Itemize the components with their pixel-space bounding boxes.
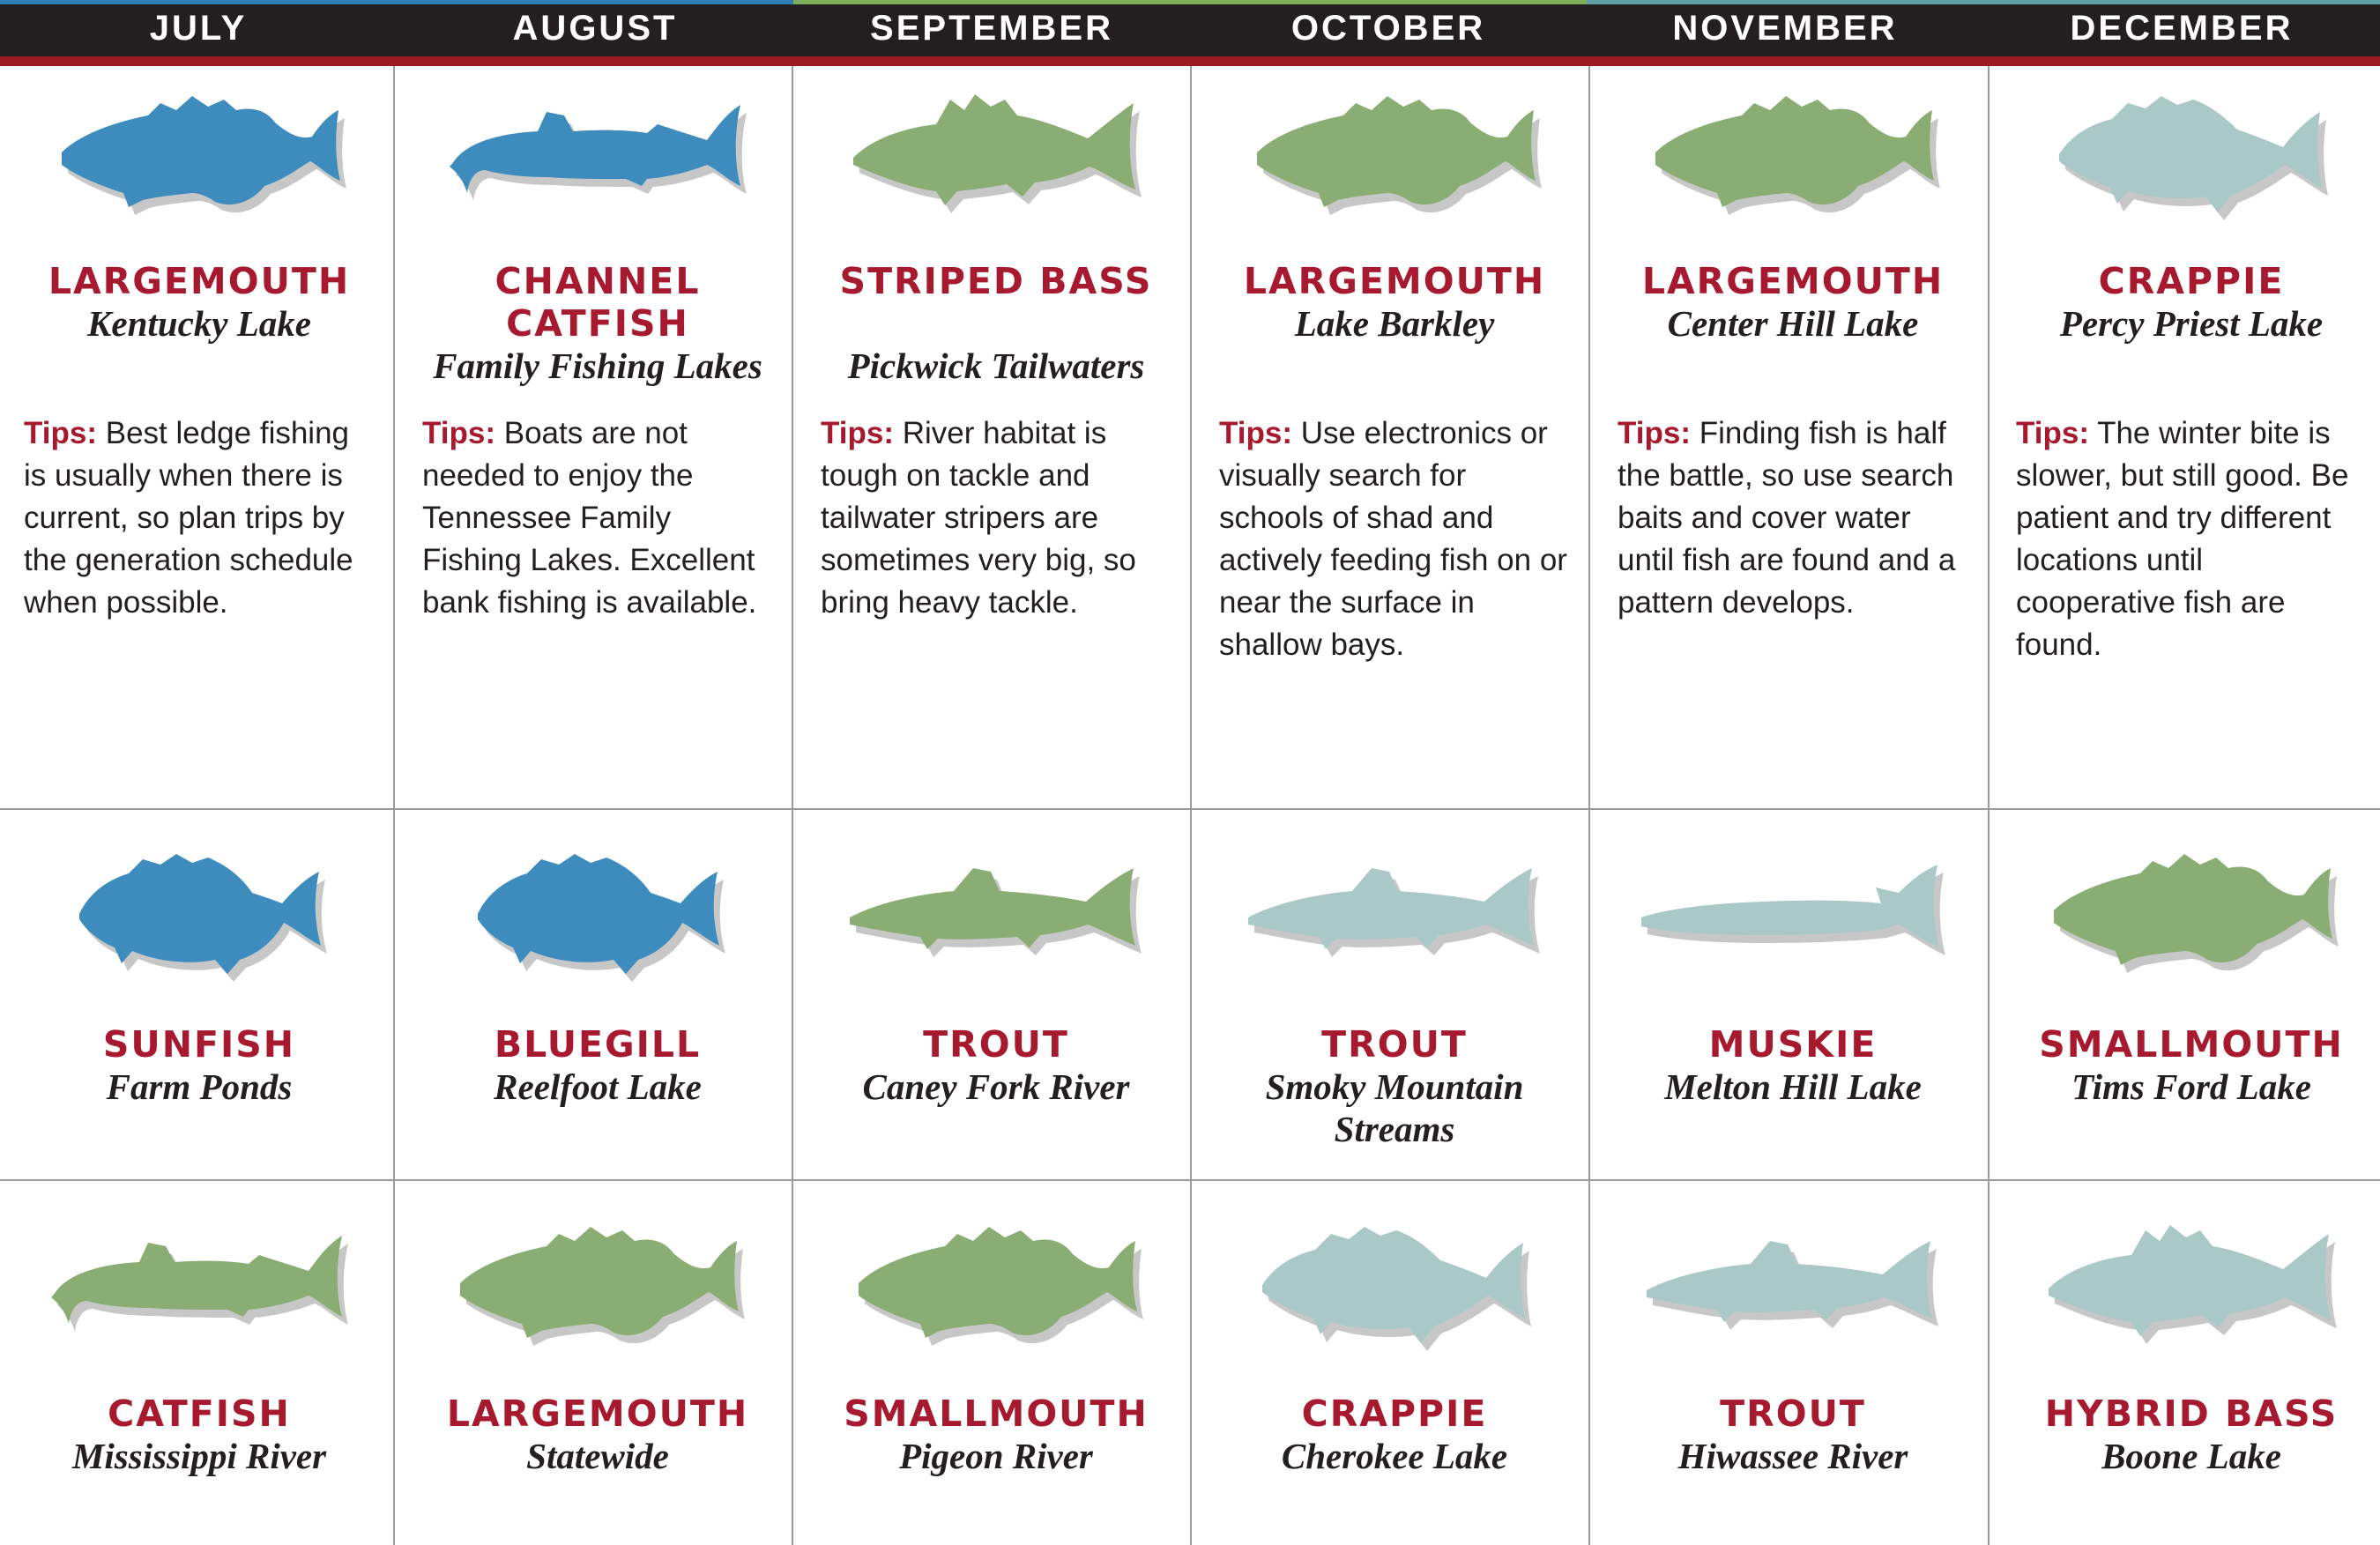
species-name: MUSKIE <box>1708 1023 1878 1066</box>
tips-text <box>1219 412 1572 666</box>
calendar-cell <box>797 1181 1195 1545</box>
species-name: SUNFISH <box>102 1023 296 1066</box>
tips-body: Boats are not needed to enjoy the Tennessee Family Fishing Lakes. Excellent bank fishing is available. <box>422 416 757 620</box>
species-name: STRIPED BASS <box>839 260 1153 302</box>
bass-icon <box>1239 84 1550 225</box>
location-name: Hiwassee River <box>1677 1436 1908 1476</box>
month-september: SEPTEMBER <box>870 8 1113 48</box>
calendar-cell <box>1195 1181 1594 1545</box>
tips-body: River habitat is tough on tackle and tailwater stripers are sometimes very big, so bring heavy tackle. <box>821 416 1136 620</box>
catfish-icon <box>44 1214 354 1356</box>
species-name: BLUEGILL <box>494 1023 702 1066</box>
crappie-icon <box>1239 1214 1550 1356</box>
trout-icon <box>841 842 1151 983</box>
tips-text <box>2016 412 2369 666</box>
calendar-cell <box>797 810 1195 1179</box>
calendar-cell <box>1594 810 1992 1179</box>
species-name: TROUT <box>1720 1393 1866 1435</box>
bass-icon <box>2036 842 2347 983</box>
header-rule <box>0 56 2380 66</box>
calendar-cell <box>398 810 797 1179</box>
tips-label: Tips: <box>2016 416 2089 450</box>
tips-text <box>821 412 1173 624</box>
calendar-cell <box>1195 810 1594 1179</box>
species-name: CATFISH <box>108 1393 291 1435</box>
tips-text <box>24 412 376 624</box>
month-december: DECEMBER <box>2070 8 2294 48</box>
tips-label: Tips: <box>1219 416 1292 450</box>
species-name: SMALLMOUTH <box>844 1393 1149 1435</box>
tips-label: Tips: <box>422 416 495 450</box>
calendar-cell <box>797 66 1195 808</box>
tips-text <box>1618 412 1970 624</box>
month-header <box>0 0 2380 56</box>
species-name: LARGEMOUTH <box>1243 260 1546 302</box>
location-name: Boone Lake <box>2101 1436 2281 1476</box>
species-name: TROUT <box>923 1023 1069 1066</box>
location-name: Caney Fork River <box>862 1066 1130 1107</box>
tips-text <box>422 412 775 624</box>
location-name: Center Hill Lake <box>1667 303 1919 344</box>
tips-body: The winter bite is slower, but still good. Be patient and try different locations until cooperative fish are found. <box>2016 416 2349 662</box>
muskie-icon <box>1638 842 1948 983</box>
bass-icon <box>1638 84 1948 225</box>
bass-icon <box>841 1214 1151 1356</box>
header-accent-green <box>793 0 1587 4</box>
tips-body: Finding fish is half the battle, so use search baits and cover water until fish are found and a pattern develops. <box>1618 416 1956 620</box>
location-name: Cherokee Lake <box>1281 1436 1508 1476</box>
tips-body: Use electronics or visually search for schools of shad and actively feeding fish on or near the surface in shallow bays. <box>1219 416 1567 662</box>
location-name: Melton Hill Lake <box>1664 1066 1922 1107</box>
calendar-cell <box>1992 810 2380 1179</box>
calendar-cell <box>0 810 398 1179</box>
calendar-cell <box>398 1181 797 1545</box>
tips-label: Tips: <box>821 416 894 450</box>
species-name: CHANNEL CATFISH <box>495 260 701 345</box>
header-accent-teal <box>1587 0 2380 4</box>
location-name: Pickwick Tailwaters <box>847 345 1145 386</box>
calendar-cell <box>1992 1181 2380 1545</box>
trout-icon <box>1638 1214 1948 1356</box>
striped-bass-icon <box>2036 1214 2347 1356</box>
trout-icon <box>1239 842 1550 983</box>
fishing-calendar-grid <box>0 66 2380 1545</box>
location-name: Statewide <box>526 1436 669 1476</box>
crappie-icon <box>2036 84 2347 225</box>
tips-body: Best ledge fishing is usually when there is current, so plan trips by the generation schedule when possible. <box>24 416 353 620</box>
sunfish-icon <box>443 842 753 983</box>
species-name: CRAPPIE <box>1301 1393 1488 1435</box>
bass-icon <box>443 1214 753 1356</box>
month-august: AUGUST <box>512 8 678 48</box>
calendar-cell <box>1594 66 1992 808</box>
location-name: Reelfoot Lake <box>494 1066 702 1107</box>
header-accent-blue <box>0 0 793 4</box>
location-name: Smoky Mountain Streams <box>1265 1066 1524 1149</box>
location-name: Family Fishing Lakes <box>433 345 762 386</box>
calendar-cell <box>398 66 797 808</box>
species-name: SMALLMOUTH <box>2039 1023 2344 1066</box>
location-name: Farm Ponds <box>106 1066 293 1107</box>
calendar-cell <box>1594 1181 1992 1545</box>
tips-label: Tips: <box>24 416 97 450</box>
species-name: HYBRID BASS <box>2044 1393 2339 1435</box>
location-name: Lake Barkley <box>1294 303 1495 344</box>
month-october: OCTOBER <box>1290 8 1486 48</box>
striped-bass-icon <box>841 84 1151 225</box>
location-name: Pigeon River <box>899 1436 1093 1476</box>
tips-label: Tips: <box>1618 416 1691 450</box>
species-name: TROUT <box>1321 1023 1468 1066</box>
sunfish-icon <box>44 842 354 983</box>
species-name: LARGEMOUTH <box>48 260 351 302</box>
location-name: Kentucky Lake <box>87 303 311 344</box>
location-name: Mississippi River <box>71 1436 327 1476</box>
month-november: NOVEMBER <box>1672 8 1898 48</box>
calendar-cell <box>1195 66 1594 808</box>
month-july: JULY <box>149 8 248 48</box>
species-name: LARGEMOUTH <box>446 1393 749 1435</box>
bass-icon <box>44 84 354 225</box>
calendar-cell <box>0 1181 398 1545</box>
calendar-cell <box>1992 66 2380 808</box>
location-name: Percy Priest Lake <box>2059 303 2324 344</box>
location-name: Tims Ford Lake <box>2071 1066 2311 1107</box>
species-name: LARGEMOUTH <box>1641 260 1945 302</box>
species-name: CRAPPIE <box>2098 260 2285 302</box>
catfish-icon <box>443 84 753 225</box>
calendar-cell <box>0 66 398 808</box>
